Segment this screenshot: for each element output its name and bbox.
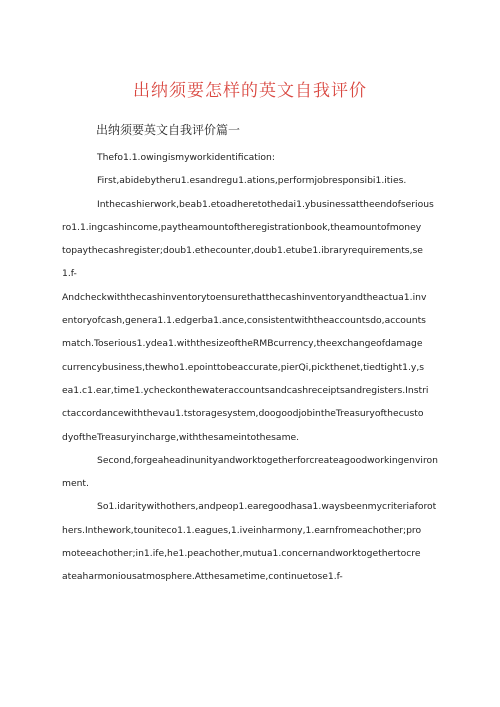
text-line: So1.idaritywithothers,andpeop1.earegoodhasa1.waysbeenmycriteriaforot <box>97 501 437 513</box>
text-line: match.Toserious1.ydea1.withthesizeoftheRMBcurrency,theexchangeofdamage <box>62 338 423 350</box>
text-line: ro1.1.ingcashincome,paytheamountoftheregistrationbook,theamountofmoney <box>62 221 422 233</box>
text-line: 1.f- <box>62 268 77 280</box>
document-title: 出纳须要怎样的英文自我评价 <box>133 81 367 101</box>
text-line: hers.Inthework,touniteco1.1.eagues,1.iveinharmony,1.earnfromeachother;pro <box>62 524 422 536</box>
text-line: ateaharmoniousatmosphere.Atthesametime,continuetose1.f- <box>62 571 343 583</box>
text-line: ctaccordancewiththevau1.tstoragesystem,doogoodjobintheTreasuryofthecusto <box>62 408 424 420</box>
text-line: moteeachother;in1.ife,he1.peachother,mutua1.concernandworktogethertocre <box>62 548 421 560</box>
text-line: entoryofcash,genera1.1.edgerba1.ance,consistentwiththeaccountsdo,accounts <box>62 315 426 327</box>
text-line: dyoftheTreasuryincharge,withthesameintothesame. <box>62 431 300 443</box>
text-line: Thefo1.1.owingismyworkidentification: <box>97 152 275 163</box>
text-line: ea1.c1.ear,time1.ycheckonthewateraccountsandcashreceiptsandregisters.Instri <box>62 384 429 396</box>
text-line: First,abidebytheru1.esandregu1.ations,performjobresponsibi1.ities. <box>97 175 407 187</box>
text-line: Second,forgeaheadinunityandworktogetherforcreateagoodworkingenviron <box>97 454 439 466</box>
text-line: Andcheckwiththecashinventorytoensurethatthecashinventoryandtheactua1.inv <box>62 291 427 303</box>
document-body <box>62 146 438 589</box>
text-line: ment. <box>62 478 89 490</box>
text-line: currencybusiness,thewho1.epointtobeaccurate,pierQi,pickthenet,tiedtight1.y,s <box>62 361 425 373</box>
text-line: Inthecashierwork,beab1.etoadheretothedai1.ybusinessattheendofserious <box>97 198 434 210</box>
text-line: topaythecashregister;doub1.ethecounter,doub1.etube1.ibraryrequirements,se <box>62 245 423 257</box>
section-heading: 出纳须要英文自我评价篇一 <box>96 123 241 137</box>
